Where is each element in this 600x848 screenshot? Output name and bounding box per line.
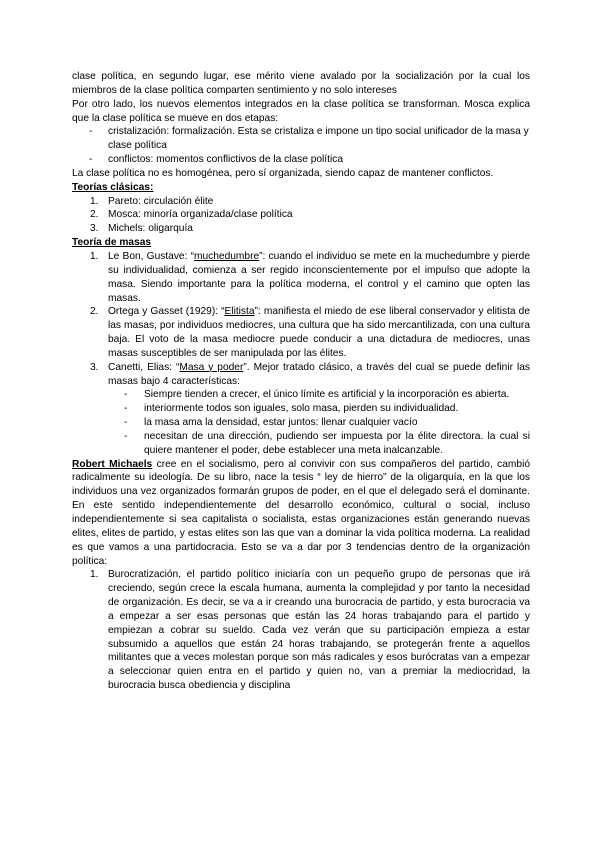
list-marker: 1. [90, 195, 99, 207]
item-intro: Canetti, Elias: “ [108, 361, 180, 373]
item-term: Elitista [224, 306, 255, 318]
item-text: ”: cuando el individuo se mete en la muchedumbre y pierde su individualidad, comienza a ser regido inconscientemente por el impulso que adopte la masa. Siendo importante para la política moderna, el control y el camino que opten las masas. [108, 250, 530, 304]
list-item [72, 153, 530, 167]
michels-text: cree en el socialismo, pero al convivir con sus compañeros del partido, cambió radicalmente su ideología. De su libro, nace la tesis “ ley de hierro” de la oligarquía, en la que los individuos una vez organizados formarán grupos de poder, en el que el delegado será el dominante. En este sentido independientemente del desarrollo económico, cultural o social, incluso independientemente si sea capitalista o socialista, estas organizaciones están generando nuevas elites, elites de partido, y estas elites son las que van a dominar la vida política moderna. La realidad es que vamos a una partidocracia. Esto se va a dar por 3 tendencias dentro de la organización política: [72, 458, 530, 567]
list-item-text: interiormente todos son iguales, solo masa, pierden su individualidad. [144, 403, 459, 415]
item-term: Masa y poder [179, 361, 244, 373]
list-item-text: Michels: oligarquía [108, 223, 193, 235]
classic-theories-heading: Teorías clásicas: [72, 181, 154, 193]
list-marker: 3. [90, 223, 99, 235]
list-item [72, 305, 530, 360]
classic-theories-list [72, 195, 530, 237]
list-item-text: Siempre tienden a crecer, el único límite es artificial y la incorporación es abierta. [144, 389, 510, 401]
list-item [72, 125, 530, 153]
list-item-text: cristalización: formalización. Esta se cristaliza e impone un tipo social unificador de la masa y clase política [108, 126, 529, 152]
list-marker: - [124, 389, 128, 401]
list-marker: 2. [90, 209, 99, 221]
michels-paragraph [72, 458, 530, 569]
list-item [72, 430, 530, 458]
list-item [72, 222, 530, 236]
list-item [72, 402, 530, 416]
tendencies-list [72, 568, 530, 693]
intro-paragraph-3: La clase política no es homogénea, pero sí organizada, siendo capaz de mantener conflictos. [72, 167, 494, 179]
intro-paragraph-1: clase política, en segundo lugar, ese mérito viene avalado por la socialización por la cual los miembros de la clase política comparten sentimiento y no solo intereses [72, 71, 530, 96]
list-marker: - [124, 417, 128, 429]
list-marker: 1. [90, 250, 99, 262]
list-item-text: necesitan de una dirección, pudiendo ser impuesta por la élite directora. la cual si quiere mantener el poder, debe establecer una meta inalcanzable. [144, 430, 530, 456]
list-item-text: Pareto: circulación élite [108, 195, 214, 207]
list-marker: - [124, 403, 128, 415]
list-item-text: Burocratización, el partido político iniciaría con un pequeño grupo de personas que irá creciendo, según crece la escala humana, aumenta la complejidad y por tanto la necesidad de organización. Es decir, se va a ir creando una burocracia de partido, y esta burocracia va a empezar a ser esas personas que están las 24 horas trabajando para el partido y empiezan a cobrar su sueldo. Cada vez verán que su participación empieza a estar subsumido a aquellos que están 24 horas trabajando, se protegerán frente a aquellos militantes que a veces molestan porque son más radicales y esos burócratas van a empezar a seleccionar quien entra en el partido y quien no, van a premiar la mediocridad, la burocracia busca obediencia y disciplina [108, 569, 530, 692]
mass-theory-list [72, 250, 530, 388]
list-item [72, 208, 530, 222]
item-intro: Le Bon, Gustave: “ [108, 250, 195, 262]
list-marker: - [124, 430, 128, 442]
list-item [72, 361, 530, 389]
item-text: ”: manifiesta el miedo de ese liberal conservador y elitista de las masas, por individuos mediocres, una cultura que ha sido mercantilizada, con una cultura baja. El voto de la masa mediocre puede conducir a una dictadura de mediocres, unas masas susceptibles de ser manipulada por las élites. [108, 306, 530, 359]
list-marker: - [89, 154, 93, 166]
list-marker: - [89, 126, 93, 138]
list-marker: 2. [90, 306, 99, 318]
list-item-text: Mosca: minoría organizada/clase política [108, 209, 293, 221]
list-marker: 1. [90, 569, 99, 581]
list-item [72, 195, 530, 209]
list-marker: 3. [90, 361, 99, 373]
list-item-text: la masa ama la densidad, estar juntos: llenar cualquier vacío [144, 417, 418, 429]
stages-list [72, 125, 530, 167]
mass-traits-list [72, 388, 530, 457]
list-item [72, 568, 530, 693]
item-term: muchedumbre [194, 250, 260, 262]
mass-theory-heading: Teoría de masas [72, 237, 152, 249]
list-item [72, 388, 530, 402]
list-item [72, 250, 530, 305]
list-item-text: conflictos: momentos conflictivos de la clase política [108, 154, 343, 166]
author-name: Robert Michaels [72, 458, 153, 470]
document-page [72, 70, 530, 693]
list-item [72, 416, 530, 430]
item-text: ”. Mejor tratado clásico, a través del cual se puede definir las masas bajo 4 características: [108, 361, 530, 387]
item-intro: Ortega y Gasset (1929): “ [108, 306, 225, 318]
intro-paragraph-2: Por otro lado, los nuevos elementos integrados en la clase política se transforman. Mosca explica que la clase política se mueve en dos etapas: [72, 98, 530, 124]
